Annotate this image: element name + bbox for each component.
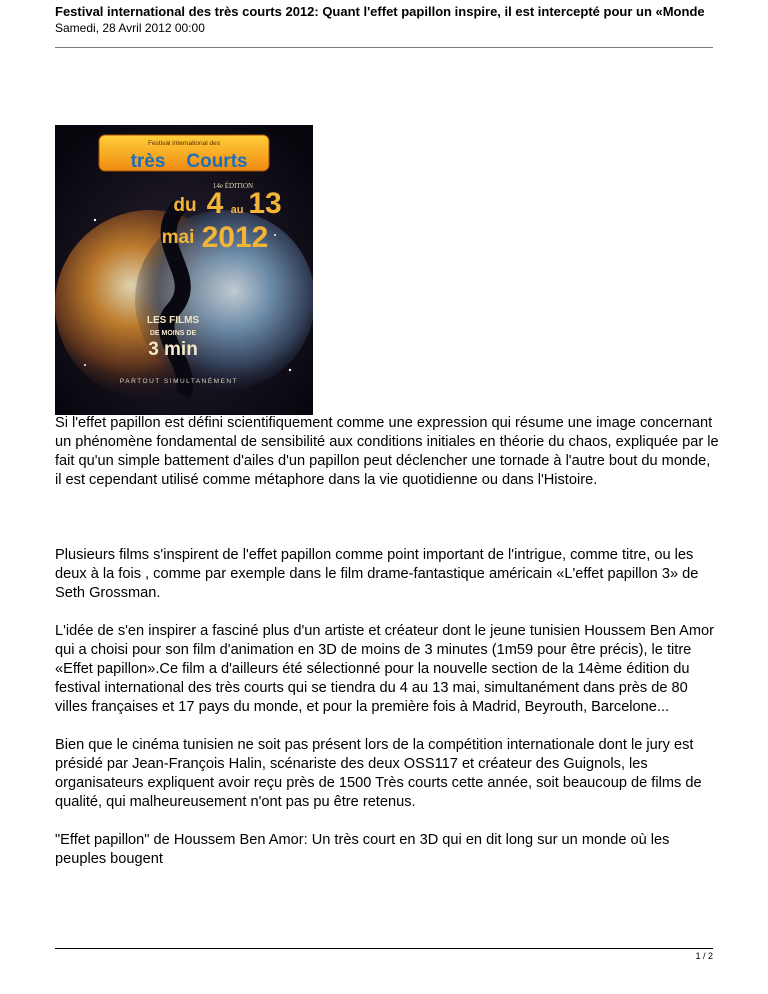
paragraph-1: Si l'effet papillon est défini scientifiquement comme une expression qui résume une image concernant un phénomène fondamental de sensibilité aux conditions initiales en théorie du chaos, expliquée par le fait qu'un simple battement d'ailes d'un papillon peut déclencher une tornade à l'autre bout du monde, il est cependant utilisé comme métaphore dans la vie quotidienne ou dans l'Histoire. (55, 415, 719, 488)
festival-poster-image (55, 125, 313, 415)
paragraph-2: Plusieurs films s'inspirent de l'effet papillon comme point important de l'intrigue, comme titre, ou les deux à la fois , comme par exemple dans le film drame-fantastique américain «L'effet papillon 3» de Seth Grossman. (55, 547, 699, 601)
paragraph-spacer (55, 490, 720, 546)
poster-brand-tres: très (130, 151, 166, 172)
poster-dates-year: 2012 (201, 221, 269, 254)
poster-dates-mai: mai (161, 227, 195, 248)
paragraph-5: "Effet papillon" de Houssem Ben Amor: Un très court en 3D qui en dit long sur un monde où les peuples bougent (55, 832, 670, 867)
header-divider (55, 47, 713, 48)
paragraph-3: L'idée de s'en inspirer a fasciné plus d'un artiste et créateur dont le jeune tunisien Houssem Ben Amor qui a choisi pour son film d'animation en 3D de moins de 3 minutes (1m59 pour être précis), le titre «Effet papillon».Ce film a d'ailleurs été sélectionné pour la nouvelle section de la 14ème édition du festival international des très courts qui se tiendra du 4 au 13 mai, simultanément dans près de 80 villes françaises et 17 pays du monde, et pour la première fois à Madrid, Beyrouth, Barcelone... (55, 623, 714, 715)
poster-festival-line: Festival international des (148, 140, 220, 147)
footer-divider (55, 948, 713, 949)
page-header (55, 4, 768, 36)
poster-artwork (55, 125, 313, 415)
poster-films-line1: LES FILMS (146, 315, 200, 326)
poster-edition: 14e ÉDITION (212, 182, 254, 190)
article-title: Festival international des très courts 2012: Quant l'effet papillon inspire, il est intercepté pour un «Monde (55, 4, 705, 19)
poster-dates-au: au (230, 204, 244, 216)
paragraph-spacer (55, 812, 720, 831)
article-date: Samedi, 28 Avril 2012 00:00 (55, 21, 205, 35)
paragraph-4: Bien que le cinéma tunisien ne soit pas présent lors de la compétition internationale dont le jury est présidé par Jean-François Halin, scénariste des deux OSS117 et créateur des Guignols, les organisateurs expliquent avoir reçu près de 1500 Très courts cette année, soit beaucoup de films de qualité, qui malheureusement n'ont pas pu être retenus. (55, 737, 702, 810)
poster-films-line3: 3 min (148, 339, 198, 360)
paragraph-spacer (55, 717, 720, 736)
poster-dates-du: du (173, 195, 197, 216)
poster-brand-courts: Courts (186, 151, 248, 172)
paragraph-spacer (55, 603, 720, 622)
poster-dates-13: 13 (248, 187, 282, 220)
poster-films-line2: DE MOINS DE (149, 330, 197, 337)
article-body (55, 414, 720, 869)
page-number: 1 / 2 (695, 951, 713, 961)
poster-dates-4: 4 (206, 187, 224, 220)
poster-tagline: PARTOUT SIMULTANÉMENT (119, 378, 239, 385)
